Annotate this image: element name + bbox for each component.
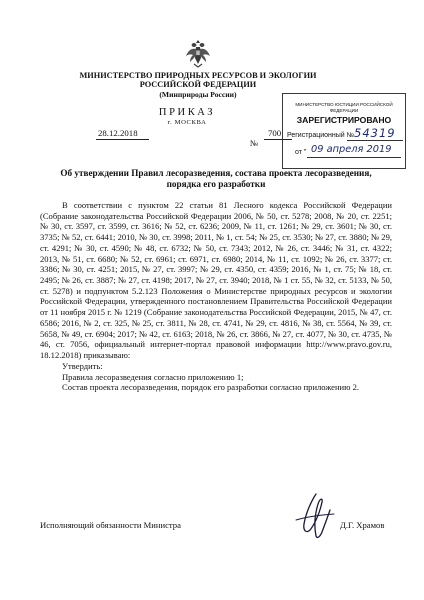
order-date: 28.12.2018	[98, 128, 138, 138]
ministry-name-line2: РОССИЙСКОЙ ФЕДЕРАЦИИ	[139, 80, 257, 90]
signature-icon	[282, 490, 342, 542]
stamp-date-prefix: от "	[295, 149, 307, 156]
signatory-position: Исполняющий обязанности Министра	[40, 520, 181, 530]
registration-stamp	[282, 93, 406, 169]
stamp-reg-label: Регистрационный №	[287, 132, 355, 139]
order-heading: ПРИКАЗ	[158, 107, 216, 118]
stamp-org-name: МИНИСТЕРСТВО ЮСТИЦИИ РОССИЙСКОЙ ФЕДЕРАЦИИ	[295, 102, 393, 113]
date-underline	[96, 139, 149, 140]
stamp-reg-number: 54319	[354, 126, 396, 140]
body-paragraph-preamble: В соответствии с пунктом 22 статьи 81 Лесного кодекса Российской Федерации (Собрание законодательства Российской Федерации 2006, № 50, ст. 5278; 2008, № 20, ст. 2251; № 30, ст. 3597, ст. 3599, ст. 3616; № 52, ст. 6236; 2009, № 11, ст. 1261; № 29, ст. 3601; № 30, ст. 3735; № 52, ст. 6441; 2010, № 30, ст. 3998; 2011, № 1, ст. 54; № 25, ст. 3530; № 27, ст. 3880; № 29, ст. 4291; № 30, ст. 4590; № 48, ст. 6732; № 50, ст. 7343; 2012, № 26, ст. 3446; № 31, ст. 4322; 2013, № 51, ст. 6680; № 52, ст. 6961; ст. 6971, ст. 6980; 2014, № 11, ст. 1092; № 26, ст. 3377; ст. 3386; № 30, ст. 4251; 2015, № 27, ст. 3997; № 29, ст. 4350, ст. 4359; 2016, № 1, ст. 75; № 18, ст. 2495; № 26, ст. 3887; № 27, ст. 4198; 2017, № 27, ст. 3940; 2018, № 1 ст. 55, № 32, ст. 5133, № 50, ст. 5278) и подпунктом 5.2.123 Положения о Министерстве природных ресурсов и экологии Российской Федерации, утвержденного постановлением Правительства Российской Федерации от 11 ноября 2015 г. № 1219 (Собрание законодательства Российской Федерации, 2015, № 47, ст. 6586; 2016, № 2, ст. 325, № 25, ст. 3811, № 28, ст. 4741, № 29, ст. 4816, № 38, ст. 5564, № 39, ст. 5658, № 49, ст. 6904; 2017; № 42, ст. 6163; 2018, № 26, ст. 3866, № 27, ст. 4077, № 30, ст. 4735, № 46, ст. 7056, официальный интернет-портал правовой информации http://www.pravo.gov.ru, 18.12.2018) приказываю:	[40, 200, 392, 361]
document-title-line1: Об утверждении Правил лесоразведения, состава проекта лесоразведения,	[60, 168, 372, 178]
document-title	[40, 168, 392, 191]
ministry-abbreviation: (Минприроды России)	[159, 89, 237, 99]
document-title-line2: порядка его разработки	[166, 179, 266, 190]
document-body	[40, 200, 392, 393]
signatory-name: Д.Г. Храмов	[340, 520, 385, 530]
order-city: г. МОСКВА	[167, 119, 207, 126]
body-paragraph-item2: Состав проекта лесоразведения, порядок его разработки согласно приложению 2.	[62, 382, 360, 393]
stamp-date-value: 09 апреля 2019	[311, 144, 392, 155]
number-sign: №	[250, 138, 259, 148]
stamp-date-underline	[307, 157, 401, 158]
ministry-name-line1: МИНИСТЕРСТВО ПРИРОДНЫХ РЕСУРСОВ И ЭКОЛОГИИ	[79, 71, 317, 80]
body-paragraph-approve: Утвердить:	[62, 360, 103, 371]
body-paragraph-item1: Правила лесоразведения согласно приложению 1;	[62, 371, 244, 382]
order-number: 700	[268, 128, 282, 138]
state-emblem-icon	[185, 38, 211, 68]
stamp-reg-underline	[347, 140, 403, 141]
stamp-title: ЗАРЕГИСТРИРОВАНО	[296, 115, 392, 125]
